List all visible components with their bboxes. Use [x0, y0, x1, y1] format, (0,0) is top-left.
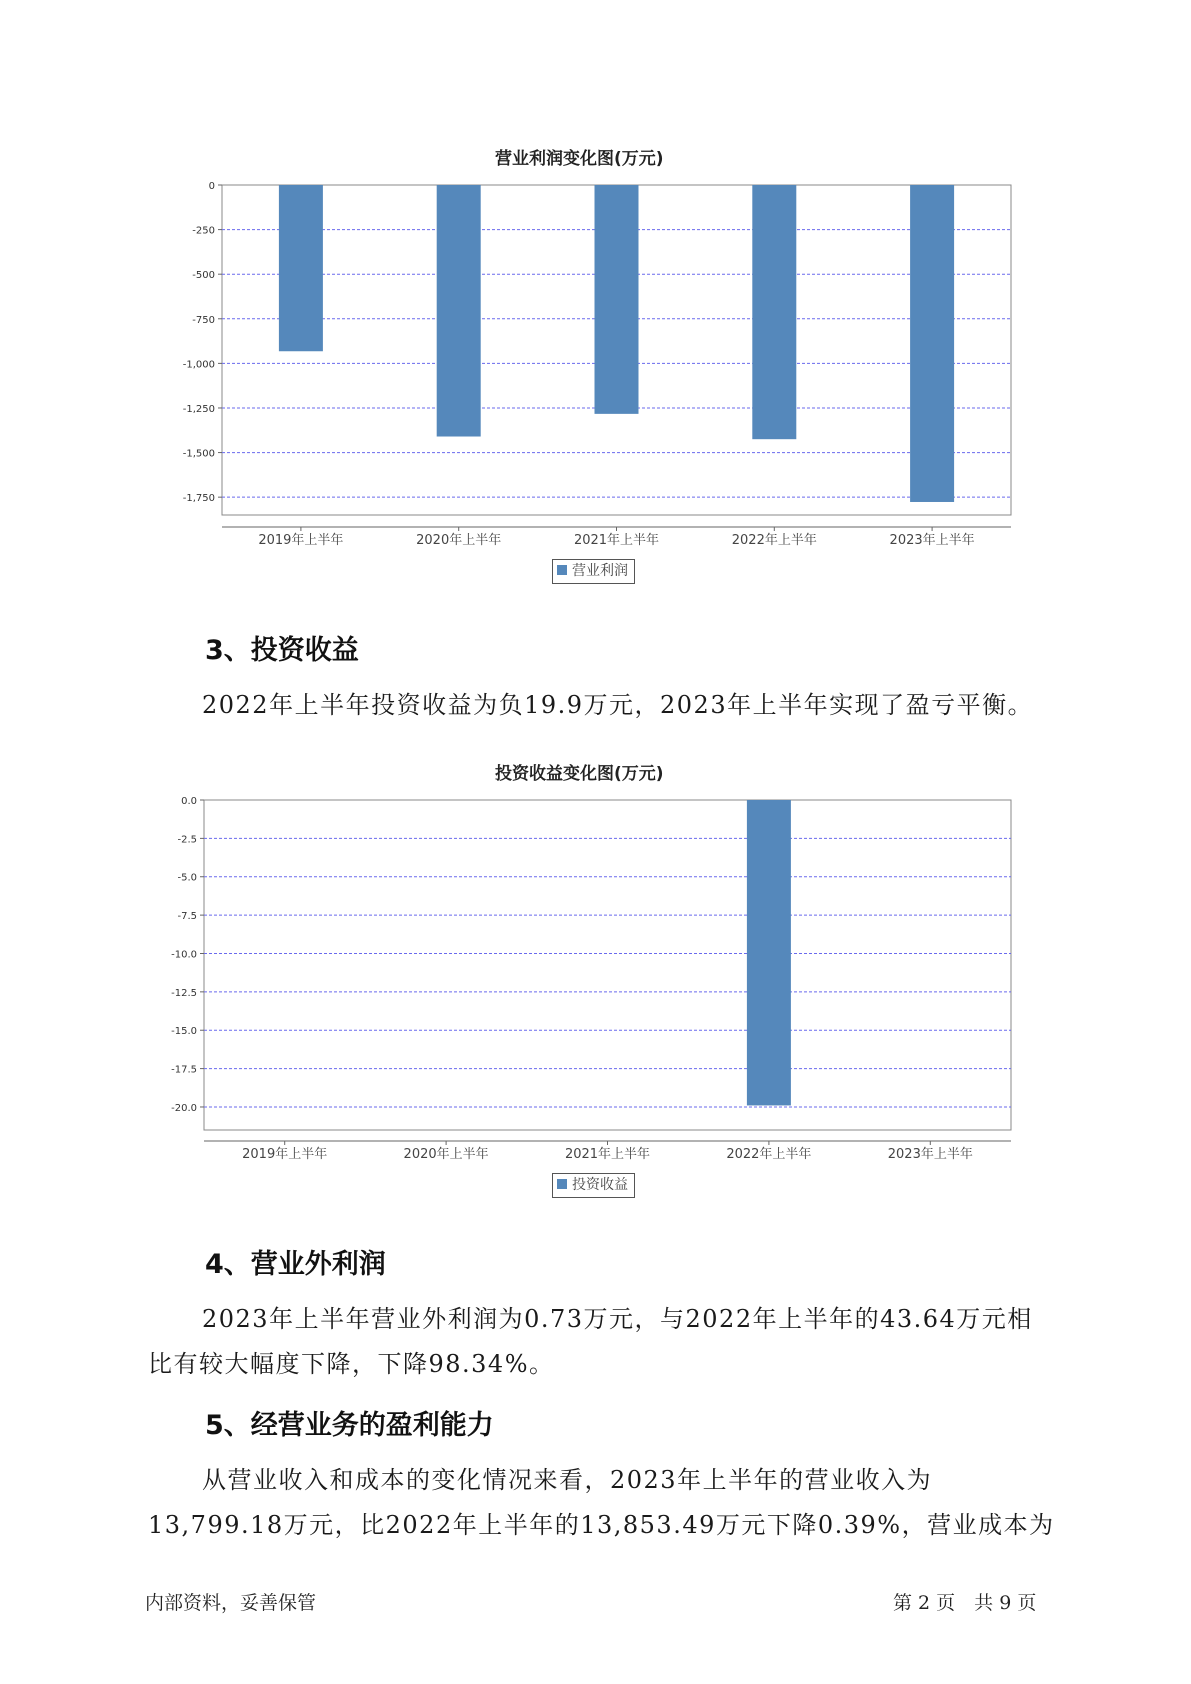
footer-left: 内部资料，妥善保管	[145, 1592, 317, 1614]
y-tick-label: -20.0	[171, 1102, 197, 1114]
x-tick-label: 2019年上半年	[242, 1147, 328, 1162]
y-tick-label: -5.0	[177, 872, 197, 884]
y-tick-label: -7.5	[177, 911, 197, 923]
y-tick-label: -250	[192, 225, 215, 237]
section-5-heading: 5、经营业务的盈利能力	[205, 1410, 494, 1441]
section-3-heading: 3、投资收益	[205, 635, 359, 666]
legend-swatch-icon	[557, 1179, 567, 1189]
y-tick-label: -17.5	[171, 1064, 197, 1076]
y-tick-label: -12.5	[171, 987, 197, 999]
x-tick-label: 2022年上半年	[726, 1147, 812, 1162]
chart-title-investment-income: 投资收益变化图(万元)	[495, 764, 664, 784]
x-tick-label: 2023年上半年	[889, 533, 975, 548]
y-tick-label: -15.0	[171, 1026, 197, 1038]
section-3-paragraph: 2022年上半年投资收益为负19.9万元，2023年上半年实现了盈亏平衡。	[202, 691, 1034, 719]
x-tick-label: 2020年上半年	[403, 1147, 489, 1162]
x-tick-label: 2021年上半年	[564, 1147, 651, 1162]
footer-page-number: 第 2 页 共 9 页	[893, 1592, 1037, 1614]
y-tick-label: -500	[192, 270, 215, 282]
bar	[747, 800, 791, 1105]
x-tick-label: 2023年上半年	[887, 1147, 973, 1162]
legend-label: 营业利润	[572, 563, 628, 579]
section-5-paragraph: 从营业收入和成本的变化情况来看，2023年上半年的营业收入为13,799.18万元，比2022年上半年的13,853.49万元下降0.39%，营业成本为	[148, 1466, 1055, 1539]
legend-label: 投资收益	[572, 1177, 628, 1193]
y-tick-label: -1,750	[182, 493, 215, 505]
legend-investment-income	[552, 1173, 635, 1198]
y-tick-label: -750	[192, 314, 215, 326]
y-tick-label: 0.0	[181, 796, 197, 807]
x-tick-label: 2021年上半年	[573, 533, 660, 548]
x-tick-label: 2019年上半年	[258, 533, 344, 548]
section-4-paragraph: 2023年上半年营业外利润为0.73万元，与2022年上半年的43.64万元相比有较大幅度下降，下降98.34%。	[148, 1305, 1033, 1378]
x-tick-label: 2020年上半年	[416, 533, 502, 548]
y-tick-label: 0	[208, 181, 215, 192]
y-tick-label: -10.0	[171, 949, 197, 961]
section-4-heading: 4、营业外利润	[205, 1249, 386, 1280]
y-tick-label: -1,000	[182, 359, 215, 371]
y-tick-label: -2.5	[177, 834, 197, 846]
y-tick-label: -1,500	[182, 448, 215, 460]
plot-frame	[204, 800, 1011, 1130]
x-tick-label: 2022年上半年	[731, 533, 817, 548]
chart-title-operating-profit: 营业利润变化图(万元)	[495, 149, 664, 169]
y-tick-label: -1,250	[182, 403, 215, 415]
